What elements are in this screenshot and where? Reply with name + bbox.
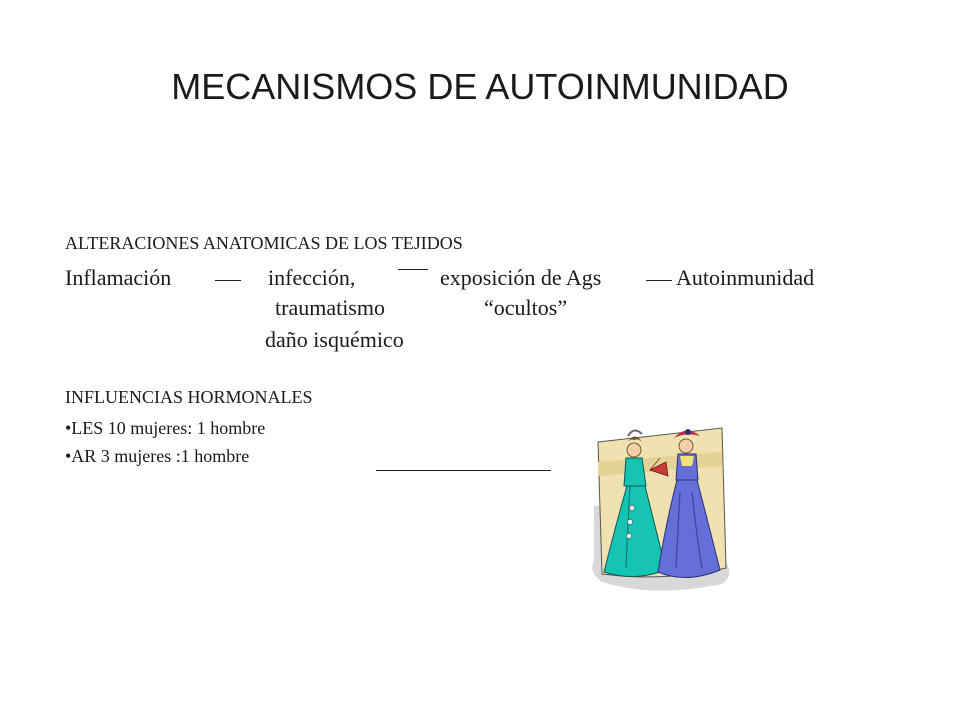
- underline-rule: [376, 470, 551, 471]
- slide-title: MECANISMOS DE AUTOINMUNIDAD: [171, 66, 789, 107]
- arrow-line: [646, 280, 672, 281]
- hidden-antigens-text: “ocultos”: [484, 295, 568, 320]
- autoimmunity-text: Autoinmunidad: [676, 265, 815, 290]
- cause-trauma: traumatismo: [275, 295, 385, 320]
- arrow-line: [398, 269, 428, 270]
- exposure-text: exposición de Ags: [440, 265, 602, 290]
- two-victorian-women-icon: [584, 422, 736, 592]
- section-heading-hormonal: INFLUENCIAS HORMONALES: [65, 387, 313, 407]
- cause-infection: infección,: [268, 265, 356, 290]
- arrow-line: [215, 280, 241, 281]
- cause-ischemic-damage: daño isquémico: [265, 327, 404, 352]
- bullet-les: •LES 10 mujeres: 1 hombre: [65, 418, 266, 438]
- bullet-ar: •AR 3 mujeres :1 hombre: [65, 446, 250, 466]
- cause-inflammation: Inflamación: [65, 265, 172, 290]
- section-heading-anatomical: ALTERACIONES ANATOMICAS DE LOS TEJIDOS: [65, 233, 463, 253]
